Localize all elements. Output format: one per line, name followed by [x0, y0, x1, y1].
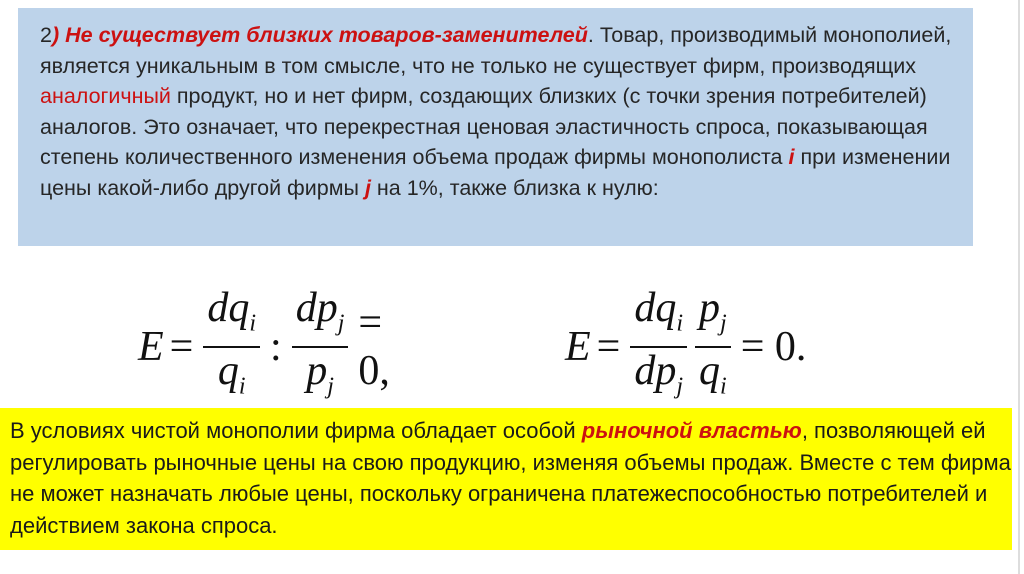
formula2-frac2-numerator: $p_j$: [699, 284, 727, 336]
formula1-fraction-2: [292, 285, 349, 410]
formula2-lhs: E: [565, 324, 591, 370]
formula1-lhs: E: [138, 324, 164, 370]
cross-elasticity-formula-product: [565, 284, 875, 402]
formula2-frac2-denominator: $q_i$: [699, 348, 727, 400]
item-paren: ): [51, 23, 60, 47]
highlight-analog-word: аналогичный: [40, 84, 171, 108]
index-j: j: [364, 175, 371, 200]
paragraph-text-3: при изменении цены какой-либо другой фирмы: [40, 145, 951, 200]
formula2-fraction-2: [695, 285, 731, 410]
market-power-text-2: , позволяющей ей регулировать рыночные цены на свою продукцию, изменяя объемы продаж. Вместе с тем фирма не может назначать любые цены, поскольку ограничена платежеспособностью потребителей и действием закона спроса.: [10, 418, 1011, 538]
formula1-rhs: = 0,: [358, 300, 390, 394]
formula1-frac2-numerator: $dp_j$: [295, 284, 345, 336]
formula1-equals: =: [169, 324, 194, 370]
index-i: i: [788, 145, 795, 169]
slide-edge-divider: [1018, 0, 1020, 574]
substitutes-paragraph-box: [18, 8, 973, 246]
formula2-frac1-numerator: $dq_i$: [634, 284, 684, 336]
paragraph-text-1: . Товар, производимый монополией, является уникальным в том смысле, что не только не существует фирм, производящих: [40, 23, 952, 78]
formula2-equals: =: [596, 324, 621, 370]
formula2-rhs: = 0.: [740, 324, 807, 370]
formula1-frac2-denominator: $p_j$: [306, 348, 334, 400]
formula1-fraction-1: [203, 285, 260, 410]
market-power-highlight: рыночной властью: [581, 418, 802, 443]
paragraph-text-2: продукт, но и нет фирм, создающих близких (с точки зрения потребителей) аналогов. Это означает, что перекрестная ценовая эластичность спроса, показывающая степень количественного изменения объема продаж фирмы монополиста: [40, 84, 928, 169]
formula1-frac1-denominator: $q_i$: [217, 348, 246, 400]
paragraph-text-4: на 1%, также близка к нулю:: [370, 175, 659, 200]
formula2-fraction-1: [630, 285, 687, 410]
formula1-colon: :: [270, 324, 282, 370]
item-number: 2: [40, 23, 52, 47]
market-power-paragraph-box: [0, 408, 1012, 550]
formula2-frac1-denominator: $dp_j$: [634, 348, 684, 400]
market-power-text-1: В условиях чистой монополии фирма обладает особой: [10, 418, 582, 443]
formula1-frac1-numerator: $dq_i$: [207, 284, 257, 336]
item-heading: Не существует близких товаров-заменителей: [59, 23, 588, 47]
cross-elasticity-formula-ratio: [138, 284, 428, 402]
